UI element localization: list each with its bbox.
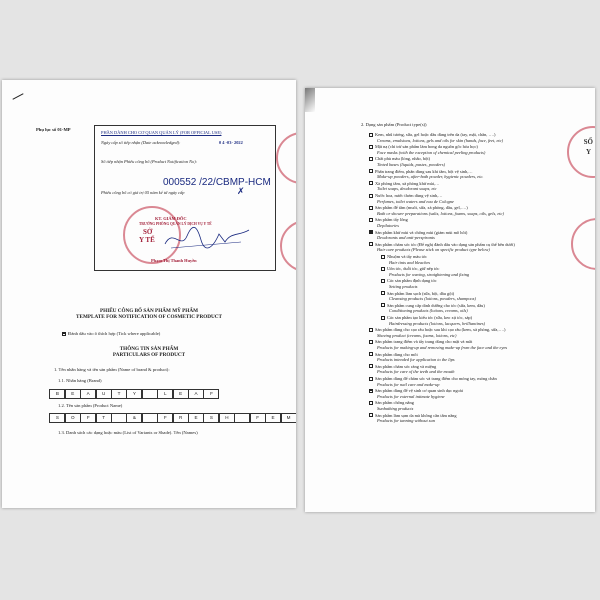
product-type-item xyxy=(369,364,436,369)
tick-instruction-text: Đánh dấu vào ô thích hợp (Tick where applicable) xyxy=(68,331,161,336)
product-type-label-en: Tinted bases (liquids, pastes, powders) xyxy=(377,162,446,167)
brand-char-box[interactable]: U xyxy=(96,389,112,399)
product-type-label-vn: Các sản phẩm định dạng tóc xyxy=(387,278,437,284)
product-type-label-en: Deodorants and anti-perspirants xyxy=(377,235,435,241)
product-char-box[interactable]: M xyxy=(281,413,297,423)
product-type-label-vn: Sản phẩm dùng để chăm sóc và trang điểm cho móng tay, móng chân xyxy=(375,376,497,381)
product-type-label-en: Toilet soaps, deodorant soaps, etc xyxy=(377,186,437,192)
product-type-checkbox[interactable] xyxy=(381,279,385,283)
form-title-en: TEMPLATE FOR NOTIFICATION OF COSMETIC PRODUCT xyxy=(76,314,222,320)
brand-char-box[interactable] xyxy=(142,389,158,399)
product-type-checkbox[interactable] xyxy=(369,218,373,222)
receipt-no-value: 000552 /22/CBMP-HCM xyxy=(163,177,271,188)
product-type-label-en: Products for external intimate hygiene xyxy=(377,393,445,399)
product-char-box[interactable] xyxy=(234,413,250,423)
product-char-box[interactable]: H xyxy=(219,413,235,423)
product-type-label-vn: Uốn tóc, duỗi tóc, giữ nếp tóc xyxy=(387,266,440,272)
brand-char-box[interactable]: B xyxy=(49,389,65,399)
question-1: 1. Tên nhãn hàng và tên sản phẩm (Name of brand & product): xyxy=(54,367,170,372)
product-type-item xyxy=(369,413,457,418)
product-char-box[interactable]: T xyxy=(96,413,112,423)
document-page-left xyxy=(2,80,296,508)
page-edge-shadow xyxy=(305,88,315,112)
product-type-label-vn: Xà phòng tắm, xà phòng khử mùi,… xyxy=(375,180,440,186)
product-type-label-vn: Sản phẩm trang điểm và tẩy trang dùng cho mặt và mắt xyxy=(375,339,473,345)
product-type-checkbox[interactable] xyxy=(381,303,385,307)
question-1-3: 1.3. Danh sách các dạng hoặc màu (List of Variants or Shade). Tên (Names) xyxy=(58,430,198,435)
product-type-item xyxy=(369,400,414,405)
product-type-item xyxy=(369,132,495,137)
product-type-checkbox[interactable] xyxy=(369,230,373,234)
product-type-checkbox[interactable] xyxy=(369,242,373,246)
product-type-label-vn: Sản phẩm để tắm (muối, sữa, xà phòng, dầu, gel,….) xyxy=(375,205,468,211)
bleed-text-1: SỐ xyxy=(583,138,593,146)
product-type-label-en: Hairdressing products (lotions, lacquers, brilliantines) xyxy=(389,320,486,326)
product-type-label-en: Products for making-up and removing make-up from the face and the eyes xyxy=(377,345,508,350)
product-type-label-en: Depilatories xyxy=(377,223,399,228)
product-type-label-vn: Sản phẩm dùng cho cạo râu hoặc sau khi cạo râu (kem, xà phòng, sữa,….) xyxy=(375,327,506,333)
brand-char-box[interactable]: F xyxy=(203,389,219,399)
product-char-boxes[interactable] xyxy=(50,413,296,423)
product-type-label-en: Hair care products (Please stick on specific product type below) xyxy=(377,247,490,253)
brand-char-box[interactable]: A xyxy=(188,389,204,399)
product-type-label-vn: Các sản phẩm tạo kiểu tóc (sữa, keo xịt tóc, sáp) xyxy=(387,315,473,320)
product-char-box[interactable]: E xyxy=(188,413,204,423)
product-type-checkbox[interactable] xyxy=(369,340,373,344)
product-type-label-en: Products intended for application to the lips xyxy=(377,357,455,363)
product-type-label-vn: Phấn trang điểm, phấn dùng sau khi tắm, bột vệ sinh,… xyxy=(375,168,473,174)
product-type-label-en: Conditioning products (lotions, creams, oils) xyxy=(389,308,468,314)
validity-label: Phiếu công bố có giá trị 05 năm kể từ ngày cấp xyxy=(101,190,185,195)
handwritten-check: ✗ xyxy=(237,186,245,196)
product-type-label-vn: Sản phẩm cung cấp dinh dưỡng cho tóc (sữa, kem, dầu) xyxy=(387,302,485,308)
product-type-label-vn: Sản phẩm chăm sóc răng và miệng xyxy=(375,363,437,369)
product-type-label-vn: Sản phẩm chống nắng xyxy=(375,400,414,406)
product-char-box[interactable]: O xyxy=(65,413,81,423)
product-type-item xyxy=(369,181,440,186)
product-type-checkbox[interactable] xyxy=(369,181,373,185)
product-type-item xyxy=(381,278,437,283)
product-type-checkbox[interactable] xyxy=(369,401,373,405)
product-type-item xyxy=(381,254,427,259)
product-char-box[interactable]: S xyxy=(49,413,65,423)
product-char-box[interactable]: F xyxy=(157,413,173,423)
product-type-item xyxy=(381,315,472,320)
product-type-checkbox[interactable] xyxy=(381,267,385,271)
product-char-box[interactable] xyxy=(142,413,158,423)
product-type-label-vn: Sản phẩm dùng để vệ sinh cơ quan sinh dục ngoài xyxy=(375,388,463,394)
product-type-label-vn: Kem, nhũ tương, sữa, gel hoặc dầu dùng trên da (tay, mặt, chân, ….) xyxy=(375,132,496,137)
section-title-vn: THÔNG TIN SẢN PHẨM xyxy=(119,346,179,352)
product-type-label-en: Products for care of the teeth and the mouth xyxy=(377,369,455,375)
product-type-label-vn: Sản phẩm làm sạch (sữa, bột, dầu gội) xyxy=(387,290,455,296)
product-type-label-en: Products for waving, straightening and fixing xyxy=(389,271,470,277)
official-use-box xyxy=(94,125,276,271)
pen-mark xyxy=(12,93,23,100)
brand-char-box[interactable]: T xyxy=(111,389,127,399)
question-1-1: 1.1. Nhãn hàng (Brand) xyxy=(58,378,102,383)
product-type-item xyxy=(369,169,473,174)
product-type-label-en: Products for nail care and make-up xyxy=(377,381,440,387)
product-type-item xyxy=(369,217,408,222)
product-char-box[interactable]: R xyxy=(173,413,189,423)
product-type-checkbox[interactable] xyxy=(381,291,385,295)
stamp-line-3: SỞ xyxy=(143,228,153,236)
product-type-label-vn: Chất phủ màu (lỏng, nhão, bột) xyxy=(375,156,430,162)
official-use-title: PHẦN DÀNH CHO CƠ QUAN QUẢN LÝ (FOR OFFICIAL USE) xyxy=(101,130,222,135)
seal-edge-mark xyxy=(276,132,296,184)
product-type-label-vn: Mặt nạ (chỉ trừ sản phẩm làm bong da nguồn gốc hóa học) xyxy=(375,144,478,150)
product-type-label-vn: Sản phẩm chăm sóc tóc (Để nghị đánh dấu vào dạng sản phẩm cụ thể bên dưới) xyxy=(375,241,515,247)
product-type-checkbox[interactable] xyxy=(369,413,373,417)
form-number: Phụ lục số 01-MP xyxy=(36,127,71,132)
product-type-label-en: Products for tanning without sun xyxy=(377,418,435,424)
signer-name: Phạm Thị Thanh Huyền xyxy=(151,258,197,263)
date-received-value: 0 4 -03- 2022 xyxy=(219,140,243,145)
product-type-checkbox[interactable] xyxy=(369,157,373,161)
product-type-label-vn: Sản phẩm dùng cho môi xyxy=(375,351,418,357)
product-type-label-en: Perfumes, toilet waters and eau de Cologne xyxy=(377,198,454,204)
product-type-item xyxy=(369,156,430,161)
stamp-line-1: KT. GIÁM ĐỐC xyxy=(155,216,187,221)
section-title-en: PARTICULARS OF PRODUCT xyxy=(112,352,186,358)
product-type-label-vn: Sản phẩm khử mùi và chống mùi (giảm mùi mồ hôi) xyxy=(375,229,468,235)
product-type-checkbox[interactable] xyxy=(381,255,385,259)
brand-char-box[interactable]: E xyxy=(173,389,189,399)
product-type-checkbox[interactable] xyxy=(369,328,373,332)
signature-image xyxy=(161,222,251,252)
seal-edge-mark-right-2 xyxy=(571,218,595,270)
product-type-checkbox[interactable] xyxy=(369,133,373,137)
product-type-label-en: Make-up powders, after-bath powder, hygienic powders, etc. xyxy=(377,174,484,180)
product-type-checkbox[interactable] xyxy=(369,169,373,173)
product-type-item xyxy=(369,352,418,357)
brand-char-box[interactable]: Y xyxy=(126,389,142,399)
product-type-item xyxy=(369,205,468,210)
receipt-no-label: Số tiếp nhận Phiếu công bố (Product Notification No): xyxy=(101,159,198,164)
product-char-box[interactable] xyxy=(111,413,127,423)
product-type-label-en: Setting products xyxy=(389,284,418,289)
product-type-checkbox[interactable] xyxy=(369,194,373,198)
product-type-checkbox[interactable] xyxy=(369,145,373,149)
product-type-item xyxy=(381,291,454,296)
product-type-item xyxy=(369,388,463,393)
product-type-label-vn: Nhuộm và tẩy màu tóc xyxy=(387,254,427,259)
product-type-label-en: Sunbathing products xyxy=(377,406,414,411)
product-type-label-vn: Sản phẩm tẩy lông xyxy=(375,217,408,223)
stamp-line-4: Y TẾ xyxy=(139,236,155,244)
brand-char-box[interactable]: A xyxy=(80,389,96,399)
product-type-item xyxy=(369,230,467,235)
product-type-label-vn: Sản phẩm làm sạm da mà không cần tắm nắng xyxy=(375,412,457,418)
product-type-label-en: Bath or shower preparations (salts, lotions, foams, soaps, oils, gels, etc) xyxy=(377,210,504,216)
brand-char-boxes[interactable] xyxy=(50,389,219,399)
tick-example-checkbox[interactable] xyxy=(62,332,66,336)
product-char-box[interactable]: F xyxy=(250,413,266,423)
product-type-checkbox[interactable] xyxy=(381,316,385,320)
product-type-checkbox[interactable] xyxy=(369,364,373,368)
stamp-line-2: TRƯỞNG PHÒNG QUẢN LÝ DỊCH VỤ Y TẾ xyxy=(139,222,212,226)
form-title-vn: PHIẾU CÔNG BỐ SẢN PHẨM MỸ PHẨM xyxy=(100,308,198,314)
product-type-item xyxy=(369,193,443,198)
product-char-box[interactable]: F xyxy=(80,413,96,423)
brand-char-box[interactable]: L xyxy=(157,389,173,399)
date-received-label: Ngày cấp số tiếp nhận (Date acknowledged): xyxy=(101,140,181,145)
seal-edge-mark-2 xyxy=(280,220,296,272)
brand-char-box[interactable]: E xyxy=(65,389,81,399)
product-type-checkbox[interactable] xyxy=(369,352,373,356)
product-type-checkbox[interactable] xyxy=(369,377,373,381)
product-type-item xyxy=(369,144,478,149)
product-type-checkbox[interactable] xyxy=(369,389,373,393)
tick-instruction xyxy=(62,331,160,336)
bleed-text-2: Y xyxy=(585,148,591,156)
product-type-item xyxy=(369,376,497,381)
product-type-label-vn: Nước hoa, nước thơm dùng vệ sinh,… xyxy=(375,193,443,198)
product-char-box[interactable]: E xyxy=(265,413,281,423)
product-type-checkbox[interactable] xyxy=(369,206,373,210)
product-type-label-en: Shaving product (creams, foams, lotions, etc) xyxy=(377,332,457,338)
document-page-right xyxy=(305,88,595,512)
product-type-item xyxy=(369,339,472,344)
question-1-2: 1.2. Tên sản phẩm (Product Name) xyxy=(58,403,123,408)
product-type-label-en: Hair tints and bleaches xyxy=(389,259,431,265)
product-char-box[interactable]: S xyxy=(203,413,219,423)
product-type-item xyxy=(381,266,439,271)
product-type-label-en: Cleansing products (lotions, powders, shampoos) xyxy=(389,296,476,302)
product-type-label-en: Creams, emulsions, lotions, gels and oils for skin (hands, face, feet, etc) xyxy=(377,137,504,143)
product-type-item xyxy=(369,327,505,332)
product-char-box[interactable]: & xyxy=(126,413,142,423)
product-type-label-en: Face masks (with the exception of chemical peeling products) xyxy=(377,149,486,155)
product-type-heading: 2. Dạng sản phẩm (Product type(s)) xyxy=(361,122,427,127)
product-type-item xyxy=(381,303,485,308)
product-type-item xyxy=(369,242,515,247)
